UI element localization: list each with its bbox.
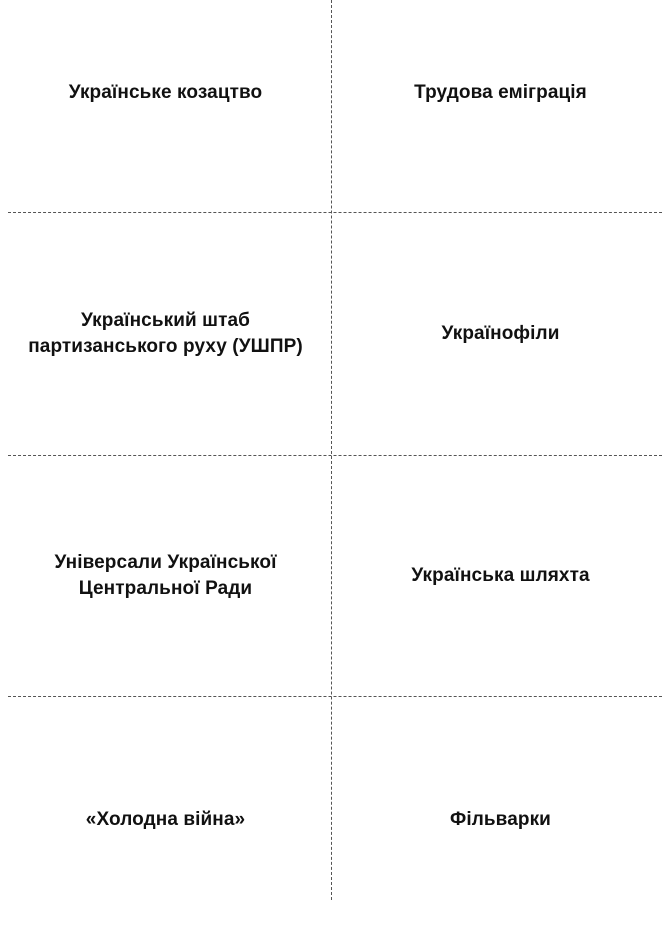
card-label: Універсали Української Центральної Ради	[54, 552, 277, 599]
card-label: Трудова еміграція	[414, 82, 587, 103]
card-label: Українофіли	[441, 323, 560, 344]
card	[332, 697, 669, 943]
card-label: Українське козацтво	[68, 82, 263, 103]
card-label: Українська шляхта	[411, 565, 590, 586]
card	[0, 456, 331, 696]
card	[332, 0, 669, 186]
card	[0, 213, 331, 455]
card	[0, 697, 331, 943]
card-label: Український штаб партизанського руху (УШПР)	[28, 310, 303, 357]
card-label: Фільварки	[450, 809, 551, 830]
card	[332, 456, 669, 696]
card-label: «Холодна війна»	[85, 809, 246, 830]
card	[332, 213, 669, 455]
card	[0, 0, 331, 186]
